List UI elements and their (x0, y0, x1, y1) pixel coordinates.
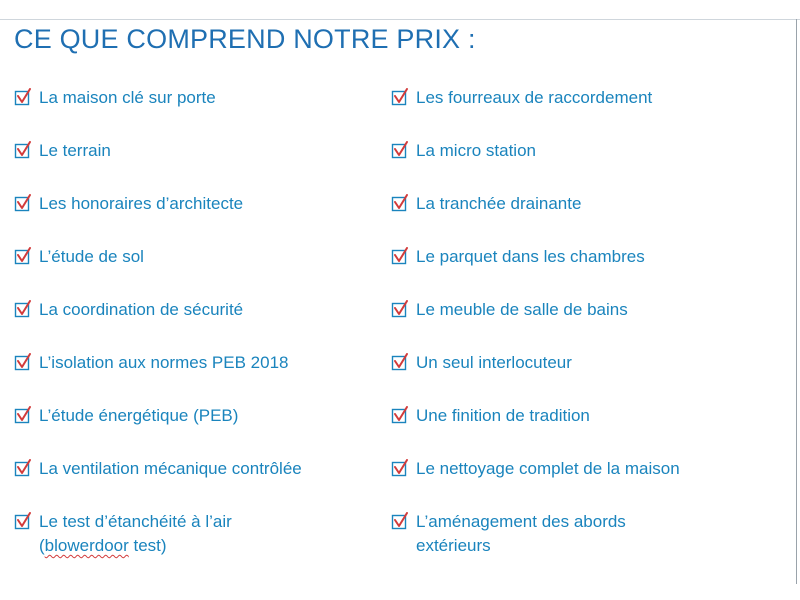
item-label-line2-suffix: test) (128, 536, 167, 555)
checkbox-checked-icon (14, 193, 34, 213)
item-label: L’étude de sol (39, 247, 144, 266)
list-item (14, 298, 384, 322)
item-label-line1: Le test d’étanchéité à l’air (39, 512, 232, 531)
list-item (391, 245, 761, 269)
checkbox-checked-icon (391, 246, 411, 266)
list-item (14, 245, 384, 269)
item-label: L’aménagement des abords extérieurs (416, 512, 626, 555)
page-title: CE QUE COMPREND NOTRE PRIX : (14, 24, 476, 54)
list-item (14, 457, 384, 481)
item-label: La coordination de sécurité (39, 300, 244, 319)
list-item (14, 351, 384, 375)
item-label: La micro station (416, 141, 536, 160)
list-item (391, 404, 761, 428)
list-item (14, 192, 384, 216)
list-item (391, 192, 761, 216)
list-item (14, 510, 384, 558)
list-item (391, 510, 761, 558)
list-item (391, 139, 761, 163)
item-label: Le meuble de salle de bains (416, 300, 628, 319)
item-label: L’étude énergétique (PEB) (39, 406, 239, 425)
list-item (391, 86, 761, 110)
item-label: Une finition de tradition (416, 406, 590, 425)
item-label: Le terrain (39, 141, 111, 160)
item-label: L’isolation aux normes PEB 2018 (39, 353, 289, 372)
checkbox-checked-icon (14, 352, 34, 372)
checkbox-checked-icon (391, 511, 411, 531)
checkbox-checked-icon (14, 87, 34, 107)
checkbox-checked-icon (391, 405, 411, 425)
item-label: La tranchée drainante (416, 194, 582, 213)
checkbox-checked-icon (391, 299, 411, 319)
list-item (391, 457, 761, 481)
checkbox-checked-icon (391, 458, 411, 478)
spellcheck-word: blowerdoor (44, 536, 129, 555)
checkbox-checked-icon (14, 405, 34, 425)
item-label: La maison clé sur porte (39, 88, 216, 107)
checkbox-checked-icon (14, 458, 34, 478)
list-item (14, 86, 384, 110)
checkbox-checked-icon (391, 352, 411, 372)
item-label (39, 510, 232, 558)
item-label: Le nettoyage complet de la maison (416, 459, 680, 478)
checkbox-checked-icon (14, 246, 34, 266)
item-label: La ventilation mécanique contrôlée (39, 459, 302, 478)
list-item (391, 298, 761, 322)
list-item (14, 139, 384, 163)
list-item (391, 351, 761, 375)
item-label-line2-prefix: ( (39, 536, 45, 555)
checkbox-checked-icon (14, 511, 34, 531)
checkbox-checked-icon (391, 87, 411, 107)
right-border (796, 19, 797, 584)
list-item (14, 404, 384, 428)
item-label: Les honoraires d’architecte (39, 194, 244, 213)
checkbox-checked-icon (14, 140, 34, 160)
item-label: Un seul interlocuteur (416, 353, 572, 372)
checkbox-checked-icon (391, 140, 411, 160)
checkbox-checked-icon (391, 193, 411, 213)
checkbox-checked-icon (14, 299, 34, 319)
item-label: Le parquet dans les chambres (416, 247, 645, 266)
item-label: Les fourreaux de raccordement (416, 88, 653, 107)
top-divider (0, 19, 800, 20)
